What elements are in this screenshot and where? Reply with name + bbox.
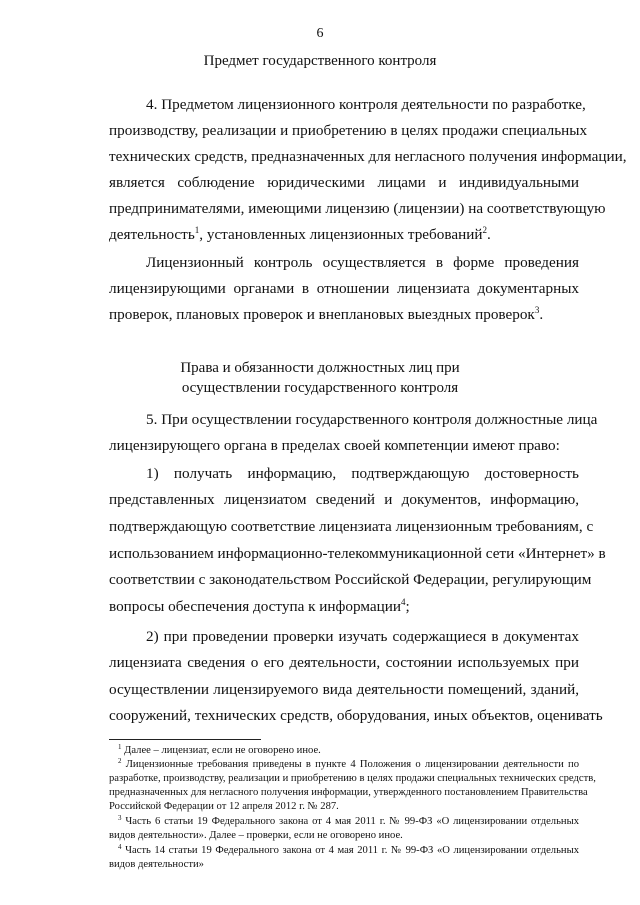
footnote-text-line: Российской Федерации от 12 апреля 2012 г. № 287. [109,801,339,812]
footnote-ref: 2 [482,225,487,235]
text-line: сооружений, технических средств, оборудования, иных объектов, оценивать [109,707,603,724]
footnote-ref: 3 [534,305,540,315]
footnote-3: $^3$ Часть 6 статьи 19 Федерального закона от 4 мая 2011 г. № 99-ФЗ «О лицензировании отдельных [118,814,579,827]
text-line: технических средств, предназначенных для негласного получения информации, [109,148,627,165]
page-number: 6 [316,26,324,41]
text-line: 5. При осуществлении государственного контроля должностные лица [146,411,598,428]
text-line: производству, реализации и приобретению в целях продажи специальных [109,122,588,139]
footnote-text-line: предназначенных для негласного получения информации, утвержденного постановлением Правительства [109,787,588,798]
footnote-ref: 4 [400,597,406,607]
text-line: представленных лицензиатом сведений и документов, информацию, [109,491,579,508]
text-line: является соблюдение юридическими лицами и индивидуальными [109,174,579,191]
text-line: использованием информационно-телекоммуникационной сети «Интернет» в [109,545,606,562]
text-line: лицензирующего органа в пределах своей компетенции имеют право: [109,437,560,454]
section-heading-rights-line-2: осуществлении государственного контроля [181,380,459,396]
text-line: лицензирующими органами в отношении лицензиата документарных [109,280,579,297]
footnote-4: $^4$ Часть 14 статьи 19 Федерального закона от 4 мая 2011 г. № 99-ФЗ «О лицензировании отдельных [118,843,579,856]
text-line: Лицензионный контроль осуществляется в форме проведения [146,254,579,271]
footnote-2: $^2$ Лицензионные требования приведены в пункте 4 Положения о лицензировании деятельности по [118,757,580,770]
text-line: вопросы обеспечения доступа к информации$^4$; [109,597,410,615]
footnote-ref: 1 [194,225,200,235]
section-heading-subject: Предмет государственного контроля [203,53,437,69]
text-line: соответствии с законодательством Российской Федерации, регулирующим [109,571,592,588]
footnote-1: $^1$ Далее – лицензиат, если не оговорено иное. [118,743,321,756]
footnote-separator [109,739,261,740]
footnote-text-line: видов деятельности» [109,859,204,870]
text-line: 1) получать информацию, подтверждающую достоверность [146,465,579,482]
text-line: деятельность$^1$, установленных лицензионных требований$^2$. [109,225,491,243]
footnote-text-line: разработке, производству, реализации и приобретению в целях продажи специальных технических средств, [109,773,596,784]
section-heading-rights-line-1: Права и обязанности должностных лиц при [180,360,460,376]
text-line: лицензиата сведения о его деятельности, состоянии используемых при [109,654,579,671]
text-line: осуществлении лицензируемого вида деятельности помещений, зданий, [109,681,579,698]
text-line: проверок, плановых проверок и внеплановых выездных проверок$^3$. [109,305,544,323]
text-line: предпринимателями, имеющими лицензию (лицензии) на соответствующую [109,200,606,217]
footnote-text-line: видов деятельности». Далее – проверки, если не оговорено иное. [109,830,403,841]
text-line: подтверждающую соответствие лицензиата лицензионным требованиям, с [109,518,594,535]
text-line: 2) при проведении проверки изучать содержащиеся в документах [146,628,579,645]
text-line: 4. Предметом лицензионного контроля деятельности по разработке, [146,96,586,113]
